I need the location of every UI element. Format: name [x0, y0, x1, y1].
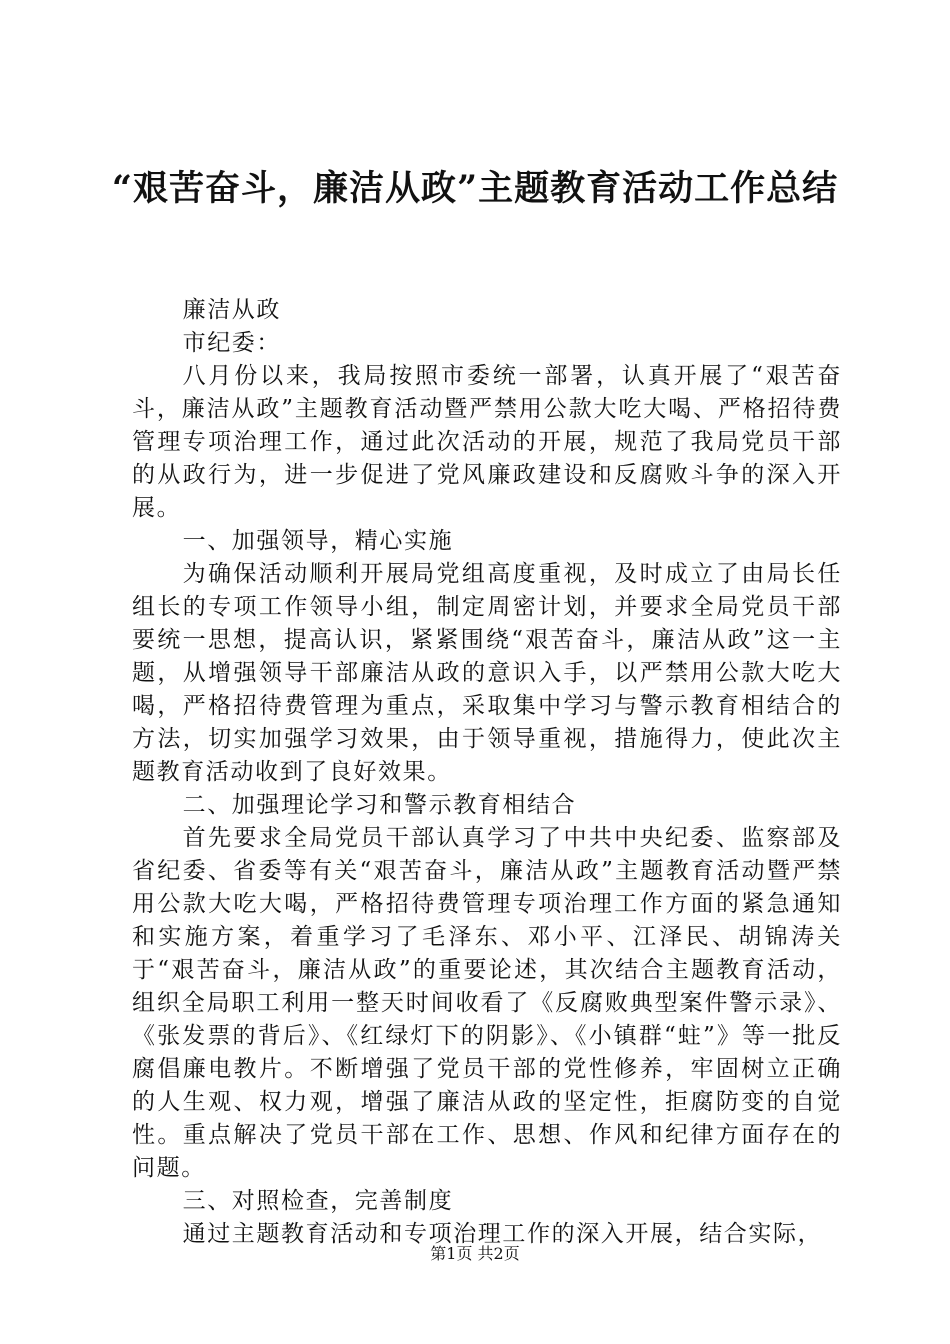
document-body — [132, 294, 842, 1251]
paragraph-intro: 八月份以来，我局按照市委统一部署，认真开展了“艰苦奋斗，廉洁从政”主题教育活动暨严禁用公款大吃大喝、严格招待费管理专项治理工作，通过此次活动的开展，规范了我局党员干部的从政行为，进一步促进了党风廉政建设和反腐败斗争的深入开展。 — [132, 363, 842, 521]
section-heading-3: 三、对照检查，完善制度 — [182, 1188, 454, 1214]
section-heading-2: 二、加强理论学习和警示教育相结合 — [182, 792, 577, 818]
section-heading-1: 一、加强领导，精心实施 — [182, 528, 454, 554]
paragraph-addressee: 市纪委： — [182, 330, 281, 356]
paragraph-subtitle: 廉洁从政 — [182, 297, 281, 323]
document-title: “艰苦奋斗，廉洁从政”主题教育活动工作总结 — [111, 168, 839, 209]
paragraph-section-2: 首先要求全局党员干部认真学习了中共中央纪委、监察部及省纪委、省委等有关“艰苦奋斗，廉洁从政”主题教育活动暨严禁用公款大吃大喝，严格招待费管理专项治理工作方面的紧急通知和实施方案，着重学习了毛泽东、邓小平、江泽民、胡锦涛关于“艰苦奋斗，廉洁从政”的重要论述，其次结合主题教育活动，组织全局职工利用一整天时间收看了《反腐败典型案件警示录》、《张发票的背后》、《红绿灯下的阴影》、《小镇群“蛀”》等一批反腐倡廉电教片。不断增强了党员干部的党性修养，牢固树立正确的人生观、权力观，增强了廉洁从政的坚定性，拒腐防变的自觉性。重点解决了党员干部在工作、思想、作风和纪律方面存在的问题。 — [132, 825, 842, 1181]
paragraph-section-1: 为确保活动顺利开展局党组高度重视，及时成立了由局长任组长的专项工作领导小组，制定周密计划，并要求全局党员干部要统一思想，提高认识，紧紧围绕“艰苦奋斗，廉洁从政”这一主题，从增强领导干部廉洁从政的意识入手，以严禁用公款大吃大喝，严格招待费管理为重点，采取集中学习与警示教育相结合的方法，切实加强学习效果，由于领导重视，措施得力，使此次主题教育活动收到了良好效果。 — [132, 561, 842, 785]
paragraph-section-3: 通过主题教育活动和专项治理工作的深入开展，结合实际， — [182, 1221, 823, 1247]
page-footer: 第1页 共2页 — [430, 1244, 520, 1263]
